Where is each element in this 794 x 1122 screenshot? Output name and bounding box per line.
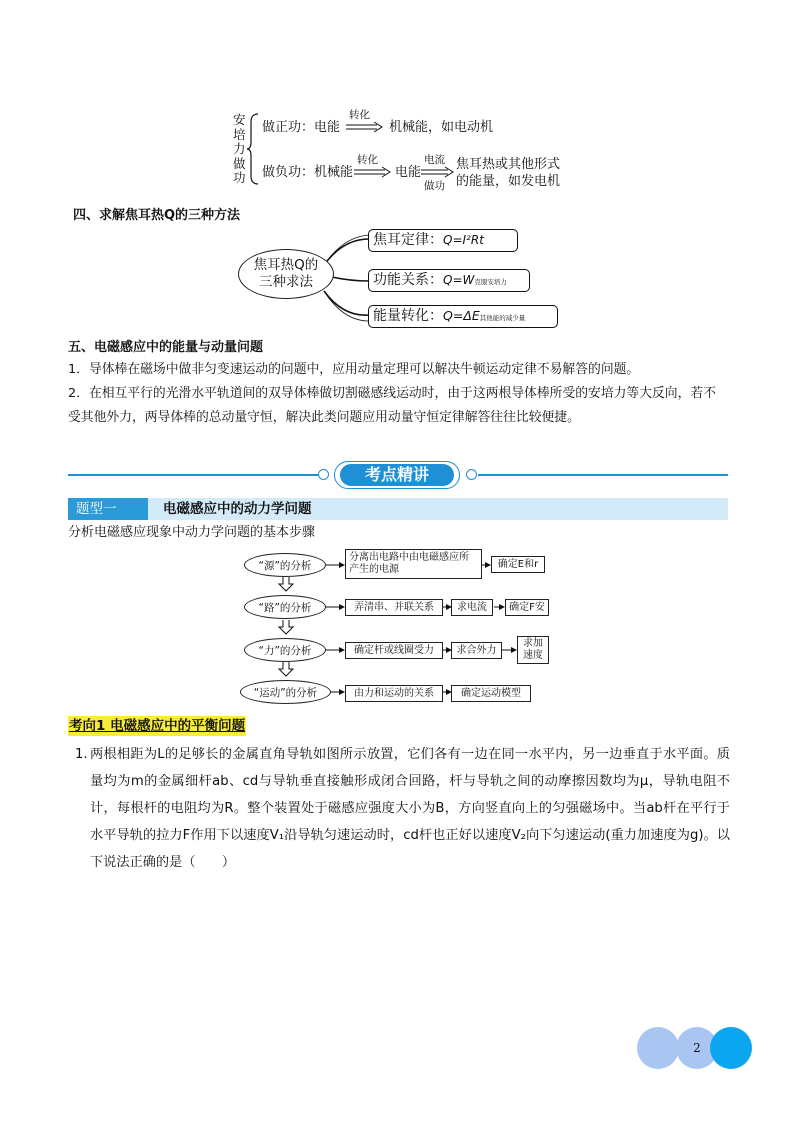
- flow-box: 由力和运动的关系: [345, 685, 443, 702]
- method-formula: Q=W: [443, 273, 475, 287]
- subheading: 考向1 电磁感应中的平衡问题: [69, 718, 246, 734]
- flow-box: 求电流: [451, 599, 493, 616]
- flow-box: 求加速度: [517, 636, 549, 664]
- positive-work-left: 做正功：电能: [262, 120, 341, 135]
- positive-work-right: 机械能，如电动机: [389, 120, 494, 135]
- stage-ellipse: “力”的分析: [244, 638, 326, 662]
- method-formula: Q=ΔE: [443, 308, 480, 323]
- section5-list: [68, 358, 728, 430]
- steps-intro: 分析电磁感应现象中动力学问题的基本步骤: [68, 525, 316, 540]
- banner-line-left: [68, 474, 320, 476]
- joule-center-ellipse: 焦耳热Q的三种求法: [238, 249, 334, 299]
- ampere-side-label: 安培力做功: [233, 112, 246, 185]
- current-label: 电流: [424, 154, 445, 166]
- convert-label-2: 转化: [357, 154, 378, 166]
- section4-title: 四、求解焦耳热Q的三种方法: [73, 208, 241, 223]
- section5-item: 2．在相互平行的光滑水平轨道间的双导体棒做切割磁感线运动时，由于这两根导体棒所受的安培力等大反向，若不受其他外力，两导体棒的总动量守恒，解决此类问题应用动量守恒定律解答往往比较便捷。: [68, 386, 716, 425]
- negative-work-left: 做负功：机械能: [262, 165, 354, 180]
- method-label: 功能关系：: [373, 272, 443, 288]
- section5-title: 五、电磁感应中的能量与动量问题: [68, 340, 264, 355]
- stage-ellipse: “源”的分析: [244, 553, 326, 577]
- negative-work-middle: 电能: [395, 165, 422, 180]
- banner-dot-left: [318, 469, 329, 480]
- circle-left-icon: [637, 1027, 679, 1069]
- flow-box: 分离出电路中由电磁感应所产生的电源: [345, 549, 482, 579]
- flow-box: 求合外力: [451, 642, 502, 659]
- method-label: 能量转化：: [373, 308, 443, 324]
- double-arrow-icon: [345, 121, 385, 133]
- flow-box: 确定杆或线圈受力: [345, 642, 443, 659]
- method-joule-law: [368, 229, 518, 252]
- method-subscript: 其他能的减少量: [479, 314, 526, 322]
- banner-title: 考点精讲: [340, 464, 454, 486]
- banner-dot-right: [466, 469, 477, 480]
- double-arrow-icon: [420, 166, 456, 178]
- method-label: 焦耳定律：: [373, 232, 443, 248]
- flow-box: 确定运动模型: [451, 685, 531, 702]
- stage-ellipse: “路”的分析: [244, 595, 326, 619]
- method-energy-conversion: [368, 305, 558, 328]
- double-arrow-icon: [353, 166, 393, 178]
- method-work-energy: [368, 269, 530, 292]
- topic-bar: [68, 498, 728, 520]
- question-text: 两根相距为L的足够长的金属直角导轨如图所示放置，它们各有一边在同一水平内，另一边垂直于水平面。质量均为m的金属细杆ab、cd与导轨垂直接触形成闭合回路，杆与导轨之间的动摩擦因数均为μ，导轨电阻不计，每根杆的电阻均为R。整个装置处于磁感应强度大小为B，方向竖直向上的匀强磁场中。当ab杆在平行于水平导轨的拉力F作用下以速度V₁沿导轨匀速运动时，cd杆也正好以速度V₂向下匀速运动(重力加速度为g)。以下说法正确的是（ ）: [90, 747, 730, 870]
- convert-label-1: 转化: [349, 109, 370, 121]
- flow-box: 确定F安: [505, 599, 549, 616]
- brace-icon: [246, 112, 260, 186]
- work-label: 做功: [424, 180, 445, 192]
- method-subscript: 克服安培力: [474, 278, 507, 286]
- negative-work-right-2: 的能量，如发电机: [456, 174, 561, 189]
- negative-work-right-1: 焦耳热或其他形式: [456, 157, 561, 172]
- flow-box: 弄清串、并联关系: [345, 599, 443, 616]
- stage-ellipse: “运动”的分析: [240, 680, 331, 704]
- topic-tag: 题型一: [68, 498, 148, 520]
- circle-right-icon: [710, 1027, 752, 1069]
- method-formula: Q=I²Rt: [443, 233, 484, 247]
- topic-title: 电磁感应中的动力学问题: [163, 501, 312, 517]
- banner-line-right: [478, 474, 728, 476]
- page-number: 2: [676, 1027, 718, 1069]
- flow-box: 确定E和r: [491, 556, 545, 573]
- question-number: 1.: [75, 747, 88, 762]
- section5-item: 1．导体棒在磁场中做非匀变速运动的问题中，应用动量定理可以解决牛顿运动定律不易解答的问题。: [68, 362, 640, 377]
